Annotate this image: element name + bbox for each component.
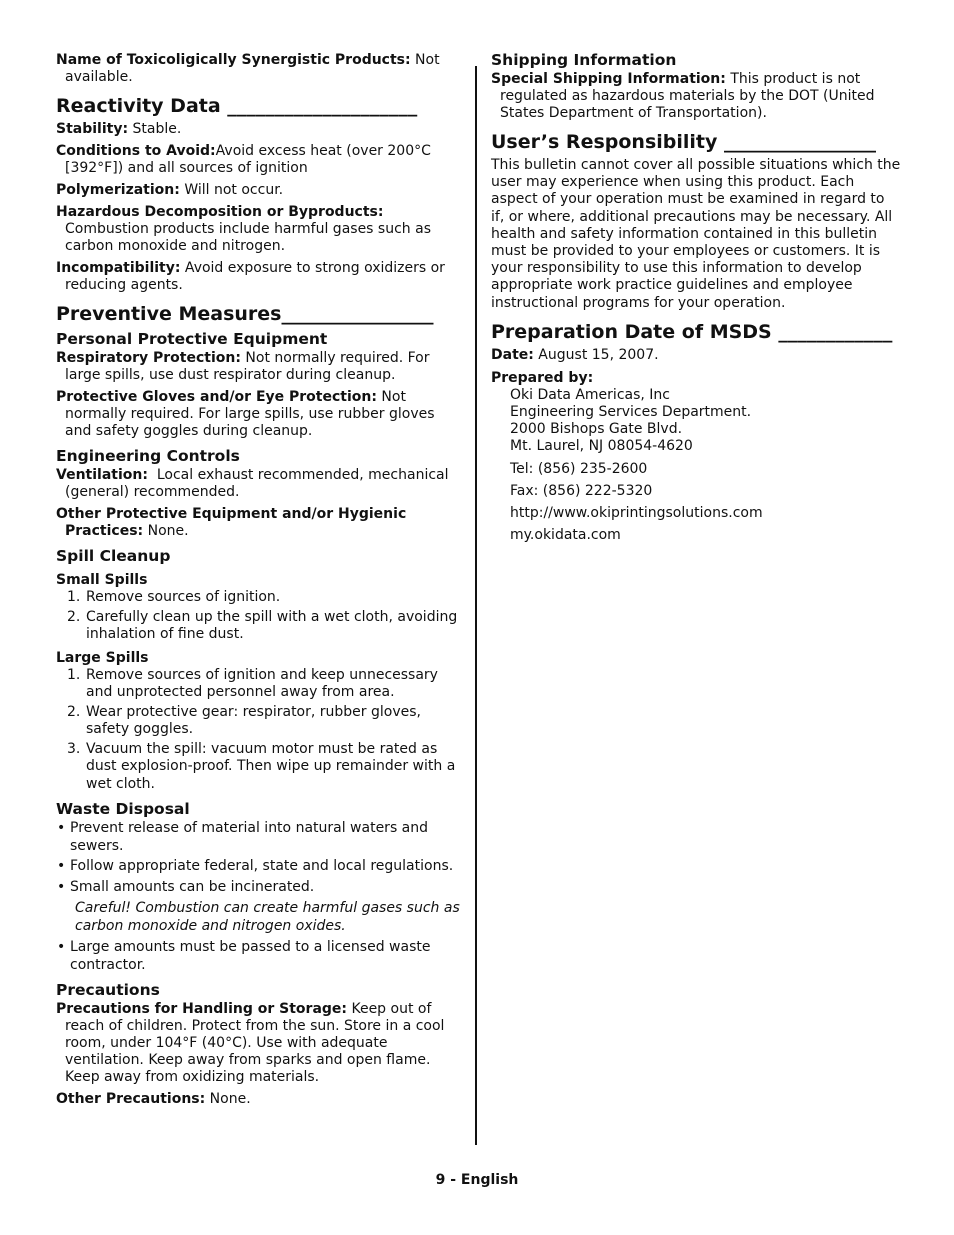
fax: Fax: (856) 222-5320 xyxy=(510,482,653,499)
preventive-heading: Preventive Measures________________ xyxy=(56,303,434,325)
responsibility-text: This bulletin cannot cover all possible situations which the user may experience when using this product. Each aspect of your operation must be examined in regard to if, or where, additional precautions may be necessary. All health and safety information contained in this bulletin must be provided to your employees or customers. It is your responsibility to use this information to develop appropriate work practice guidelines and employee instructional programs for your operation. xyxy=(491,157,901,311)
large-spills-heading: Large Spills xyxy=(56,649,149,666)
website-link[interactable]: http://www.okiprintingsolutions.com xyxy=(510,505,763,522)
list-item: • Small amounts can be incinerated. xyxy=(57,878,315,895)
other-protective-entry: Other Protective Equipment and/or Hygienic Practices: None. xyxy=(56,506,407,539)
list-item: 1. Remove sources of ignition and keep unnecessary and unprotected personnel away from area. xyxy=(67,666,438,700)
prepared-by-label: Prepared by: xyxy=(491,369,594,386)
spill-heading: Spill Cleanup xyxy=(56,547,171,565)
my-okidata-link[interactable]: my.okidata.com xyxy=(510,527,621,544)
address-line: Engineering Services Department. xyxy=(510,404,752,421)
polymerization-entry: Polymerization: Will not occur. xyxy=(56,182,284,198)
column-divider xyxy=(475,66,477,1145)
toxic-synergistic-entry: Name of Toxicoligically Synergistic Products: Not available. xyxy=(56,52,440,85)
left-column xyxy=(56,50,464,1113)
conditions-entry: Conditions to Avoid:Avoid excess heat (over 200°C [392°F]) and all sources of ignition xyxy=(56,143,431,176)
waste-list-continued xyxy=(56,939,464,974)
engineering-heading: Engineering Controls xyxy=(56,447,240,465)
list-item: • Prevent release of material into natural waters and sewers. xyxy=(57,820,429,854)
preparation-date-heading: Preparation Date of MSDS ____________ xyxy=(491,320,893,343)
address-line: 2000 Bishops Gate Blvd. xyxy=(510,421,683,438)
small-spills-list xyxy=(56,589,464,644)
respiratory-entry: Respiratory Protection: Not normally required. For large spills, use dust respirator during cleanup. xyxy=(56,350,430,383)
list-item: 1. Remove sources of ignition. xyxy=(67,589,281,605)
waste-heading: Waste Disposal xyxy=(56,800,190,818)
shipping-heading: Shipping Information xyxy=(491,51,677,69)
ppe-heading: Personal Protective Equipment xyxy=(56,330,328,348)
page-footer: 9 - English xyxy=(435,1172,519,1188)
gloves-entry: Protective Gloves and/or Eye Protection: Not normally required. For large spills, use rubber gloves and safety goggles during cleanup. xyxy=(56,389,435,439)
shipping-entry: Special Shipping Information: This product is not regulated as hazardous materials by the DOT (United States Department of Transportation). xyxy=(491,71,875,121)
reactivity-heading: Reactivity Data ____________________ xyxy=(56,95,418,117)
users-responsibility-heading: User’s Responsibility ________________ xyxy=(491,131,876,153)
date-entry: Date: August 15, 2007. xyxy=(491,346,659,363)
large-spills-list xyxy=(56,667,464,794)
right-column xyxy=(491,50,901,549)
list-item: • Follow appropriate federal, state and local regulations. xyxy=(57,858,454,874)
list-item: 2. Wear protective gear: respirator, rubber gloves, safety goggles. xyxy=(67,703,421,737)
list-item: 3. Vacuum the spill: vacuum motor must be rated as dust explosion-proof. Then wipe up remainder with a wet cloth. xyxy=(67,740,456,792)
precautions-heading: Precautions xyxy=(56,981,160,999)
hazardous-decomposition-entry: Hazardous Decomposition or Byproducts: Combustion products include harmful gases such as carbon monoxide and nitrogen. xyxy=(56,204,431,254)
address-line: Oki Data Americas, Inc xyxy=(510,386,670,403)
list-item: • Large amounts must be passed to a licensed waste contractor. xyxy=(57,939,431,973)
other-precautions-entry: Other Precautions: None. xyxy=(56,1091,251,1107)
address-line: Mt. Laurel, NJ 08054-4620 xyxy=(510,438,693,455)
list-item: 2. Carefully clean up the spill with a wet cloth, avoiding inhalation of fine dust. xyxy=(67,608,458,642)
telephone: Tel: (856) 235-2600 xyxy=(510,460,648,477)
waste-caution-note: Careful! Combustion can create harmful gases such as carbon monoxide and nitrogen oxides. xyxy=(75,900,460,934)
company-address xyxy=(491,387,901,456)
waste-list xyxy=(56,820,464,896)
small-spills-heading: Small Spills xyxy=(56,572,148,588)
incompatibility-entry: Incompatibility: Avoid exposure to strong oxidizers or reducing agents. xyxy=(56,260,445,293)
handling-storage-entry: Precautions for Handling or Storage: Keep out of reach of children. Protect from the sun. Store in a cool room, under 104°F (40°C). Use with adequate ventilation. Keep away from sparks and open flame. Keep away from oxidizing materials. xyxy=(56,1001,445,1085)
stability-entry: Stability: Stable. xyxy=(56,121,182,137)
ventilation-entry: Ventilation: Local exhaust recommended, mechanical (general) recommended. xyxy=(56,467,453,500)
